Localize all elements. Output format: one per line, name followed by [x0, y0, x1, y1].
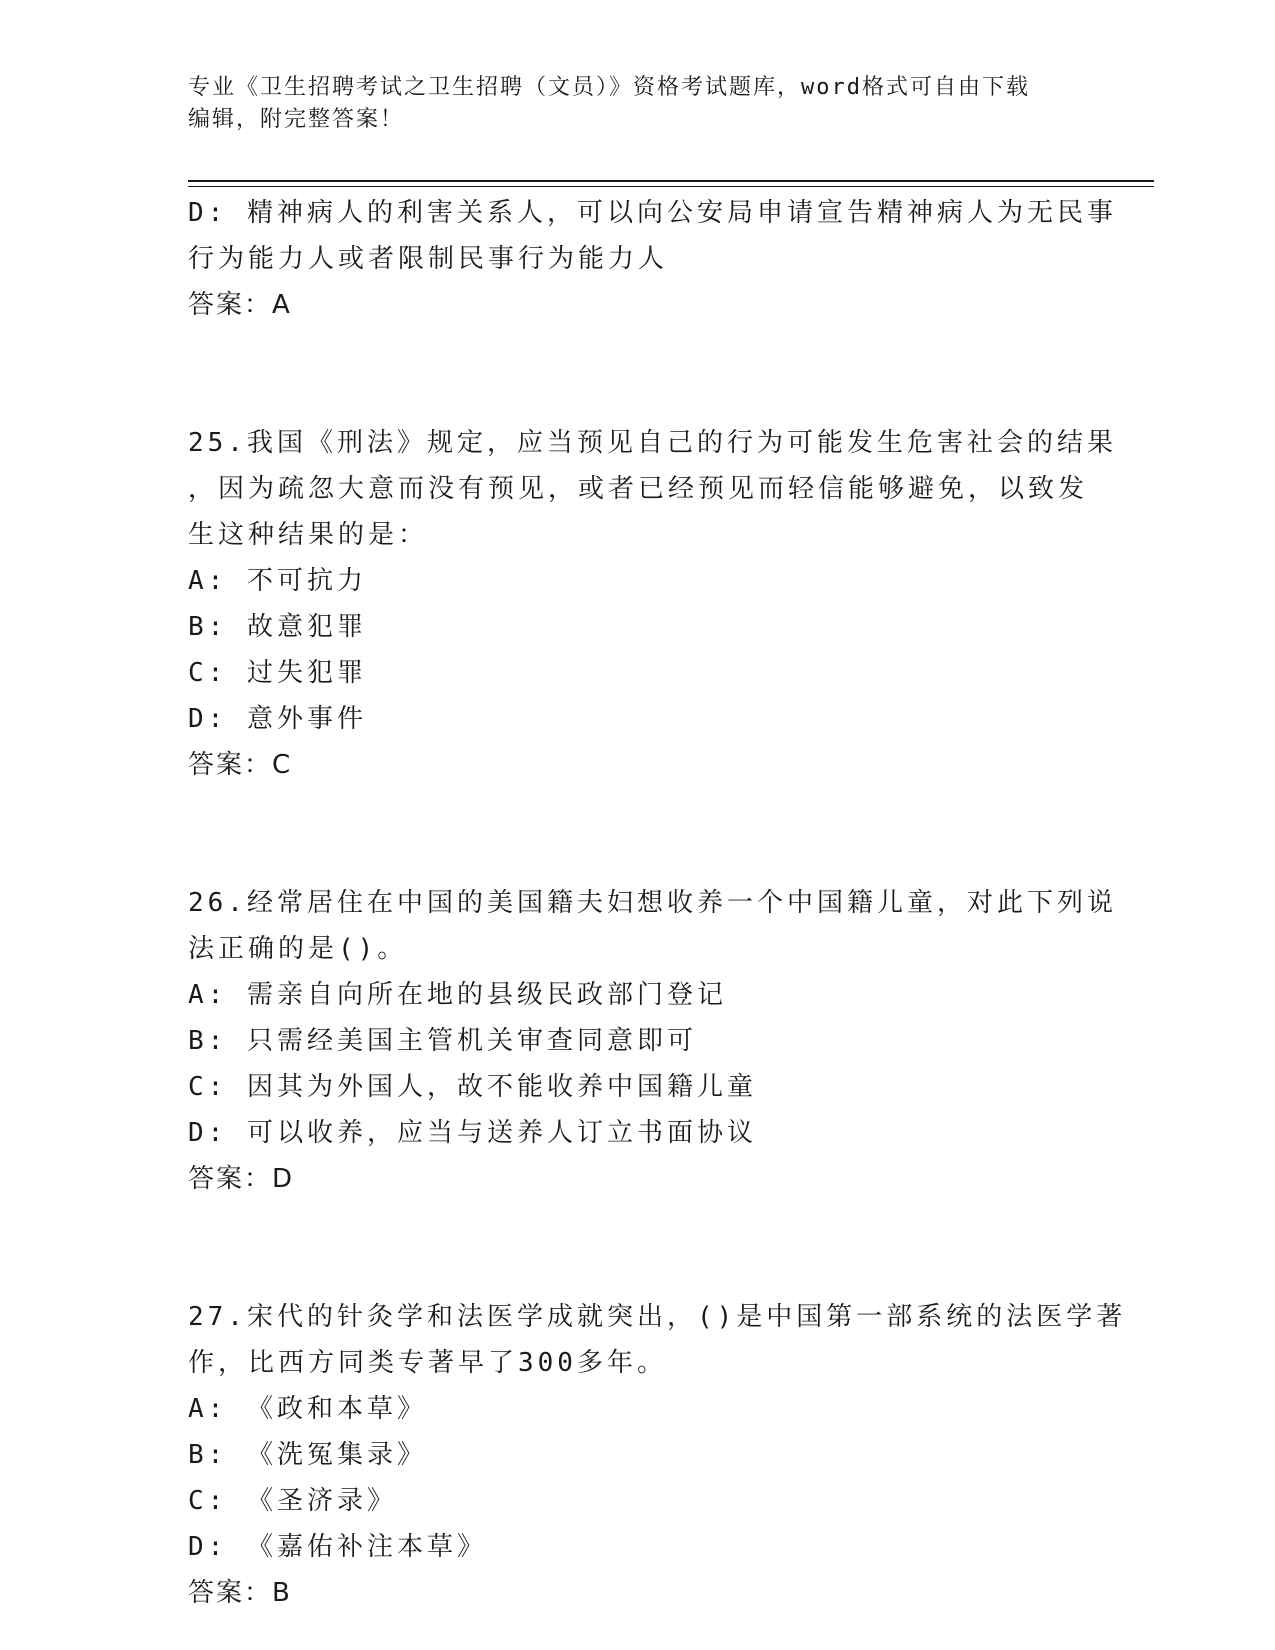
option-d-continued: 行为能力人或者限制民事行为能力人	[188, 244, 669, 274]
answer: 答案：B	[188, 1578, 292, 1608]
previous-question	[188, 190, 1117, 328]
answer: 答案：A	[188, 290, 292, 320]
header-rule-thin	[188, 186, 1154, 187]
option-a: A: 不可抗力	[188, 566, 367, 596]
header-line-2: 编辑，附完整答案！	[188, 107, 405, 132]
question-stem: ，因为疏忽大意而没有预见，或者已经预见而轻信能够避免，以致发	[188, 474, 1089, 504]
question-27	[188, 1294, 1127, 1616]
option-a: A: 需亲自向所在地的县级民政部门登记	[188, 980, 727, 1010]
header-line-1: 专业《卫生招聘考试之卫生招聘（文员）》资格考试题库，word格式可自由下载	[188, 75, 1030, 100]
option-c: C: 因其为外国人，故不能收养中国籍儿童	[188, 1072, 757, 1102]
question-stem: 作，比西方同类专著早了300多年。	[188, 1348, 667, 1378]
header-rule-thick	[188, 180, 1154, 182]
option-a: A: 《政和本草》	[188, 1394, 427, 1424]
option-b: B: 《洗冤集录》	[188, 1440, 427, 1470]
option-c: C: 《圣济录》	[188, 1486, 397, 1516]
question-26	[188, 880, 1117, 1202]
option-c: C: 过失犯罪	[188, 658, 367, 688]
answer: 答案：C	[188, 750, 293, 780]
question-content	[188, 190, 1127, 1616]
question-stem: 25.我国《刑法》规定，应当预见自己的行为可能发生危害社会的结果	[188, 428, 1117, 458]
question-stem: 27.宋代的针灸学和法医学成就突出，()是中国第一部系统的法医学著	[188, 1302, 1127, 1332]
question-stem: 26.经常居住在中国的美国籍夫妇想收养一个中国籍儿童，对此下列说	[188, 888, 1117, 918]
option-d: D: 精神病人的利害关系人，可以向公安局申请宣告精神病人为无民事	[188, 198, 1117, 228]
question-25	[188, 420, 1117, 788]
option-d: D: 可以收养，应当与送养人订立书面协议	[188, 1118, 757, 1148]
question-stem: 法正确的是()。	[188, 934, 408, 964]
option-d: D: 意外事件	[188, 704, 367, 734]
option-d: D: 《嘉佑补注本草》	[188, 1532, 487, 1562]
answer: 答案：D	[188, 1164, 295, 1194]
question-stem: 生这种结果的是：	[188, 520, 429, 550]
option-b: B: 只需经美国主管机关审查同意即可	[188, 1026, 697, 1056]
document-header	[188, 72, 1068, 136]
option-b: B: 故意犯罪	[188, 612, 367, 642]
